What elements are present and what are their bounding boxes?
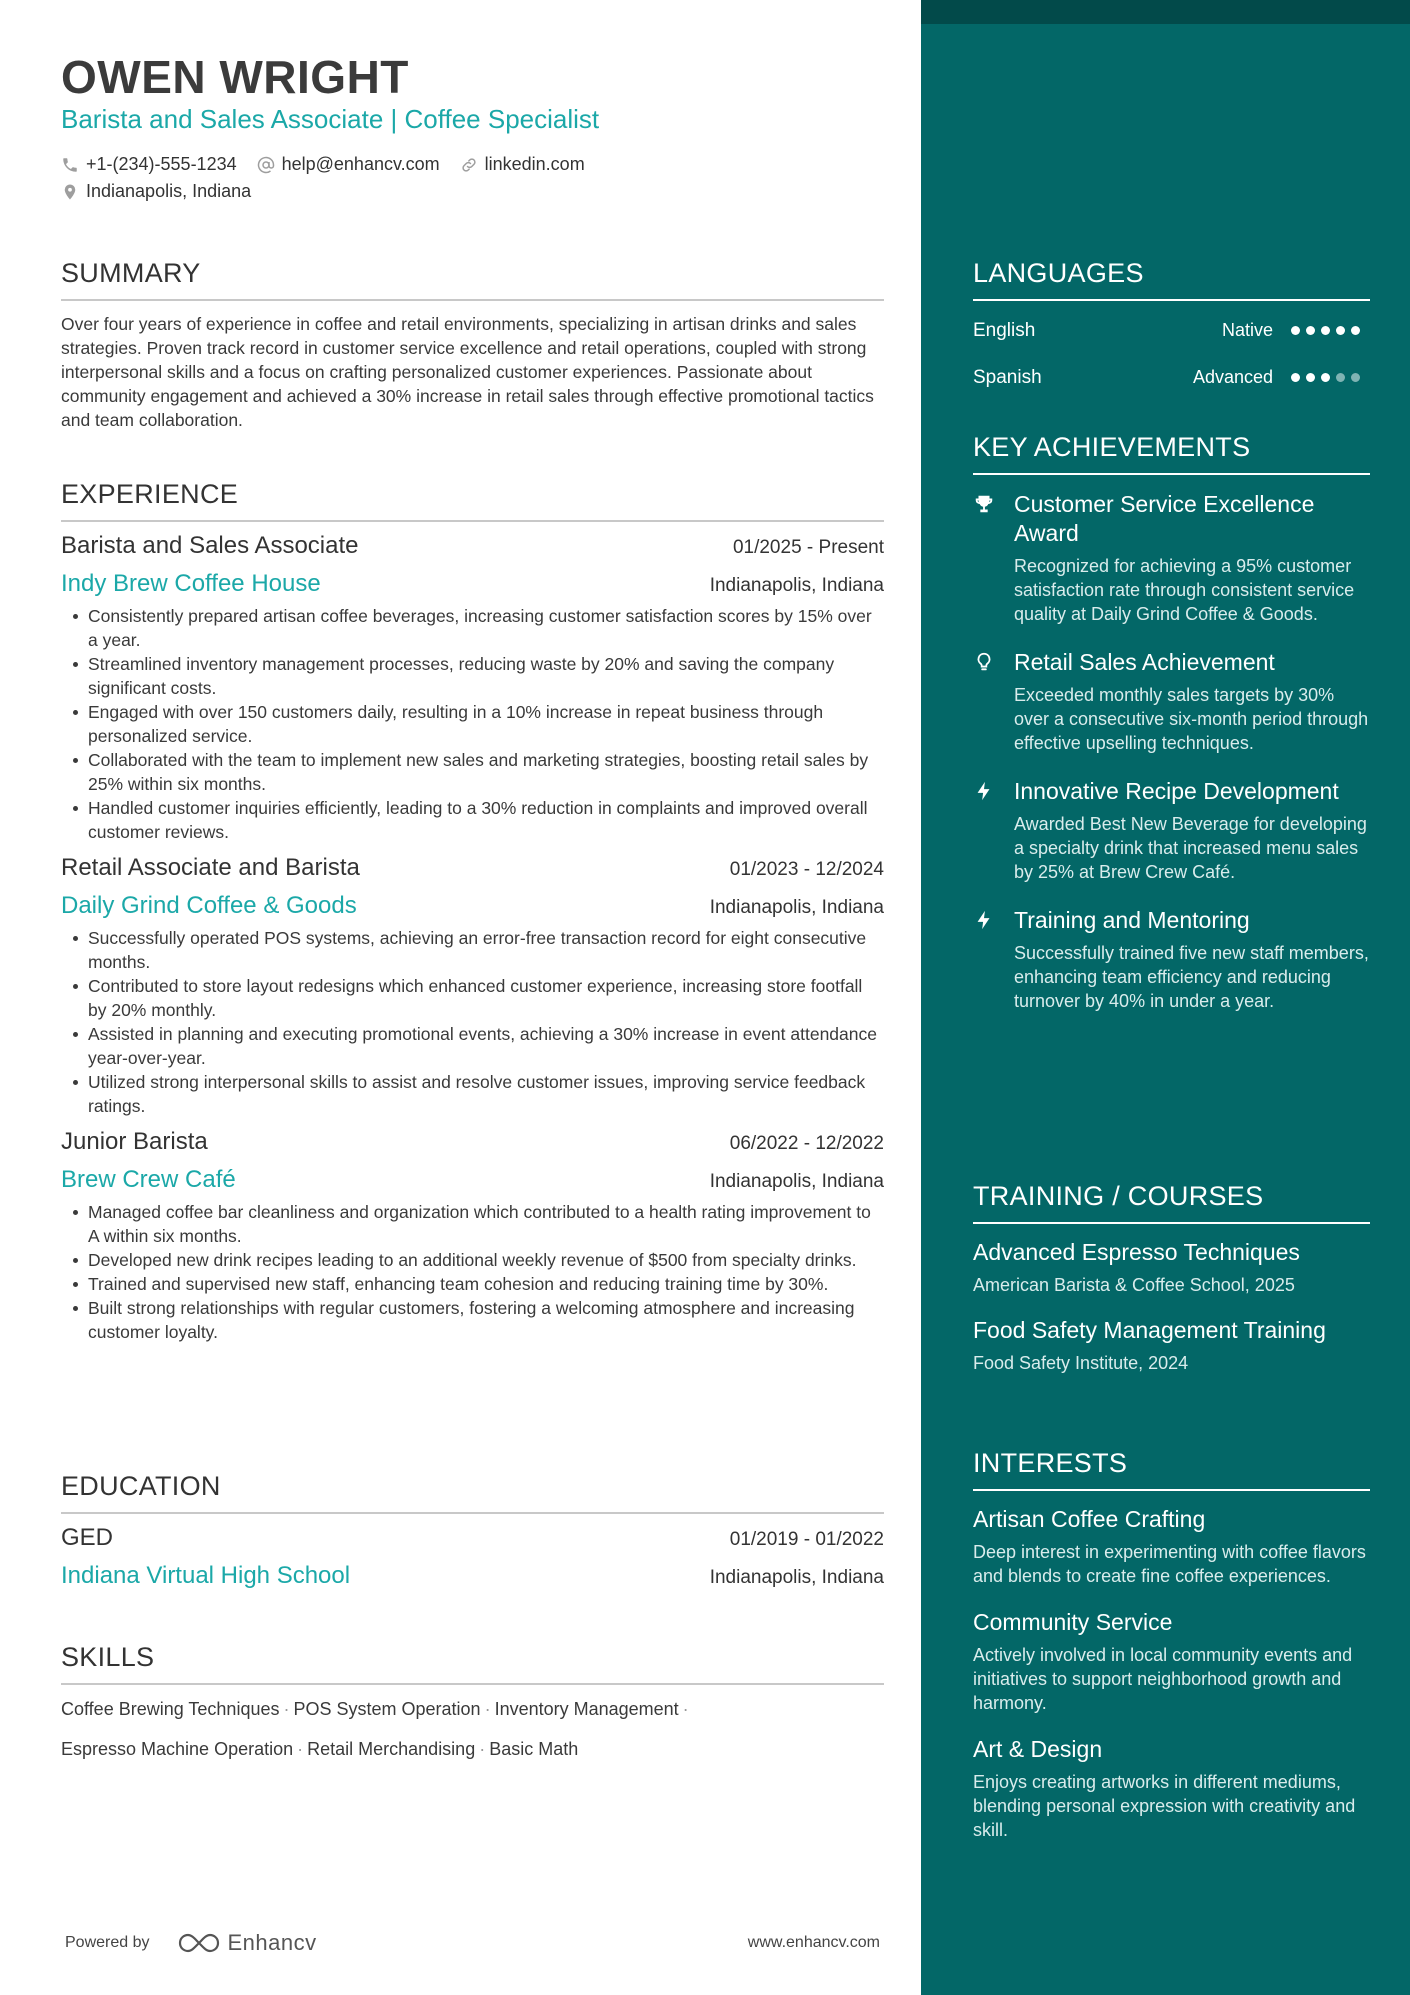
language-rating [1291,326,1360,335]
location-contact [61,181,251,202]
interest-item [973,1505,1370,1588]
course-title: Food Safety Management Training [973,1317,1326,1343]
rating-dot-filled [1291,373,1300,382]
job-company: Indy Brew Coffee House [61,570,321,597]
experience-section [61,479,884,1344]
lightning-icon [973,780,995,802]
job-company: Daily Grind Coffee & Goods [61,892,357,919]
candidate-title: Barista and Sales Associate | Coffee Specialist [61,104,600,134]
achievement-title: Retail Sales Achievement [1014,649,1275,675]
powered-by [65,1930,317,1956]
footer [65,1930,880,1956]
bullet-item: Consistently prepared artisan coffee beverages, increasing customer satisfaction scores by 15% over a year. [61,604,884,652]
achievement-description: Successfully trained five new staff members, enhancing team efficiency and reducing turnover by 40% in under a year. [1014,943,1369,1011]
achievement-title: Innovative Recipe Development [1014,778,1339,804]
skill-item: Basic Math [489,1739,579,1759]
interests-heading: INTERESTS [973,1448,1370,1491]
education-dates: 01/2019 - 01/2022 [729,1529,884,1550]
bullet-item: Contributed to store layout redesigns which enhanced customer experience, increasing store footfall by 20% monthly. [61,974,884,1022]
rating-dot-empty [1336,373,1345,382]
rating-dot-filled [1321,326,1330,335]
bullet-item: Collaborated with the team to implement new sales and marketing strategies, boosting retail sales by 25% within six months. [61,748,884,796]
job-dates: 01/2025 - Present [732,537,884,558]
interest-item [973,1735,1370,1842]
job-role: Barista and Sales Associate [61,532,359,559]
job-entry [61,854,884,1118]
linkedin-text: linkedin.com [484,154,585,174]
skill-item: Retail Merchandising [307,1739,476,1759]
achievements-heading: KEY ACHIEVEMENTS [973,432,1370,475]
interest-description: Deep interest in experimenting with coffee flavors and blends to create fine coffee experiences. [973,1542,1366,1586]
phone-contact[interactable] [61,154,237,175]
education-entry [61,1524,884,1592]
at-icon [257,156,275,174]
sidebar-top-band [921,0,1410,24]
enhancv-logo-text: Enhancv [227,1930,317,1955]
footer-url[interactable]: www.enhancv.com [747,1934,880,1951]
job-dates: 01/2023 - 12/2024 [729,859,884,880]
achievement-description: Awarded Best New Beverage for developing a specialty drink that increased menu sales by 25% at Brew Crew Café. [1014,814,1367,882]
language-name: English [973,319,1036,341]
interest-title: Artisan Coffee Crafting [973,1506,1206,1532]
education-degree: GED [61,1524,114,1551]
bullet-item: Handled customer inquiries efficiently, leading to a 30% reduction in complaints and improved overall customer reviews. [61,796,884,844]
skill-item: Coffee Brewing Techniques [61,1699,280,1719]
skill-item: Inventory Management [494,1699,679,1719]
skills-section [61,1642,884,1761]
bullet-item: Engaged with over 150 customers daily, resulting in a 10% increase in repeat business through personalized service. [61,700,884,748]
linkedin-contact[interactable] [460,154,585,175]
bullet-item: Trained and supervised new staff, enhancing team cohesion and reducing training time by 30%. [61,1272,884,1296]
job-bullets [61,1200,884,1344]
location-pin-icon [61,183,79,201]
skills-line: Coffee Brewing Techniques · POS System Operation · Inventory Management · [61,1699,689,1719]
education-school: Indiana Virtual High School [61,1562,351,1589]
rating-dot-filled [1306,326,1315,335]
bullet-item: Successfully operated POS systems, achieving an error-free transaction record for eight consecutive months. [61,926,884,974]
achievement-description: Exceeded monthly sales targets by 30% over a consecutive six-month period through effective upselling techniques. [1014,685,1369,753]
rating-dot-filled [1336,326,1345,335]
bullet-item: Developed new drink recipes leading to an additional weekly revenue of $500 from specialty drinks. [61,1248,884,1272]
summary-heading: SUMMARY [61,258,884,301]
trophy-icon [973,493,995,515]
interest-title: Art & Design [973,1736,1103,1762]
interest-title: Community Service [973,1609,1173,1635]
job-location: Indianapolis, Indiana [709,1171,884,1192]
contact-info [61,151,605,205]
rating-dot-filled [1291,326,1300,335]
languages-heading: LANGUAGES [973,258,1370,301]
enhancv-logo-icon [176,1931,222,1955]
achievement-item [973,490,1370,626]
achievement-title: Customer Service Excellence Award [1014,491,1315,546]
job-role: Retail Associate and Barista [61,854,360,881]
language-name: Spanish [973,366,1042,388]
course-item [973,1238,1370,1296]
powered-by-label: Powered by [65,1934,150,1951]
achievement-description: Recognized for achieving a 95% customer satisfaction rate through consistent service quality at Daily Grind Coffee & Goods. [1014,556,1355,624]
languages-section [973,258,1370,401]
job-location: Indianapolis, Indiana [709,897,884,918]
email-contact[interactable] [257,154,440,175]
job-role: Junior Barista [61,1128,208,1155]
course-item [973,1316,1370,1374]
job-bullets [61,926,884,1118]
achievements-section [973,432,1370,1013]
interest-description: Enjoys creating artworks in different mediums, blending personal expression with creativity and skill. [973,1772,1356,1840]
rating-dot-filled [1351,326,1360,335]
language-rating [1291,373,1360,382]
training-heading: TRAINING / COURSES [973,1181,1370,1224]
skill-item: Espresso Machine Operation [61,1739,294,1759]
training-section [973,1181,1370,1374]
rating-dot-filled [1306,373,1315,382]
education-section [61,1471,884,1592]
bullet-item: Utilized strong interpersonal skills to assist and resolve customer issues, improving service feedback ratings. [61,1070,884,1118]
course-provider: American Barista & Coffee School, 2025 [973,1275,1295,1295]
interest-item [973,1608,1370,1715]
job-entry [61,532,884,844]
language-item [973,307,1370,354]
experience-heading: EXPERIENCE [61,479,884,522]
bullet-item: Managed coffee bar cleanliness and organization which contributed to a health rating improvement to A within six months. [61,1200,884,1248]
phone-icon [61,156,79,174]
language-level: Advanced [1192,367,1273,387]
location-text: Indianapolis, Indiana [86,181,252,201]
sidebar [921,0,1410,1995]
interest-description: Actively involved in local community events and initiatives to support neighborhood growth and harmony. [973,1645,1353,1713]
enhancv-logo[interactable] [176,1930,317,1956]
lightbulb-icon [973,651,995,673]
achievement-title: Training and Mentoring [1014,907,1250,933]
language-item [973,354,1370,401]
education-location: Indianapolis, Indiana [709,1567,884,1588]
bullet-item: Streamlined inventory management processes, reducing waste by 20% and saving the company significant costs. [61,652,884,700]
link-icon [460,156,478,174]
course-provider: Food Safety Institute, 2024 [973,1353,1189,1373]
bullet-item: Assisted in planning and executing promotional events, achieving a 30% increase in event attendance year-over-year. [61,1022,884,1070]
rating-dot-empty [1351,373,1360,382]
achievement-item [973,777,1370,884]
job-location: Indianapolis, Indiana [709,575,884,596]
lightning-icon [973,909,995,931]
job-company: Brew Crew Café [61,1166,236,1193]
skills-heading: SKILLS [61,1642,884,1685]
course-title: Advanced Espresso Techniques [973,1239,1300,1265]
rating-dot-filled [1321,373,1330,382]
achievement-item [973,906,1370,1013]
language-level: Native [1221,320,1273,340]
candidate-name: OWEN WRIGHT [61,51,409,103]
phone-text: +1-(234)-555-1234 [86,154,237,174]
education-heading: EDUCATION [61,1471,884,1514]
job-bullets [61,604,884,844]
email-text: help@enhancv.com [281,154,440,174]
bullet-item: Built strong relationships with regular customers, fostering a welcoming atmosphere and increasing customer loyalty. [61,1296,884,1344]
interests-section [973,1448,1370,1842]
summary-section [61,258,884,432]
skill-item: POS System Operation [293,1699,481,1719]
job-entry [61,1128,884,1344]
achievement-item [973,648,1370,755]
job-dates: 06/2022 - 12/2022 [729,1133,884,1154]
summary-text: Over four years of experience in coffee and retail environments, specializing in artisan drinks and sales strategies. Proven track record in customer service excellence and retail operations, coupled with strong interpersonal skills and a focus on crafting personalized customer experiences. Passionate about community engagement and achieved a 30% increase in retail sales through effective promotional tactics and team collaboration. [61,314,874,430]
skills-line: Espresso Machine Operation · Retail Merchandising · Basic Math [61,1739,579,1759]
